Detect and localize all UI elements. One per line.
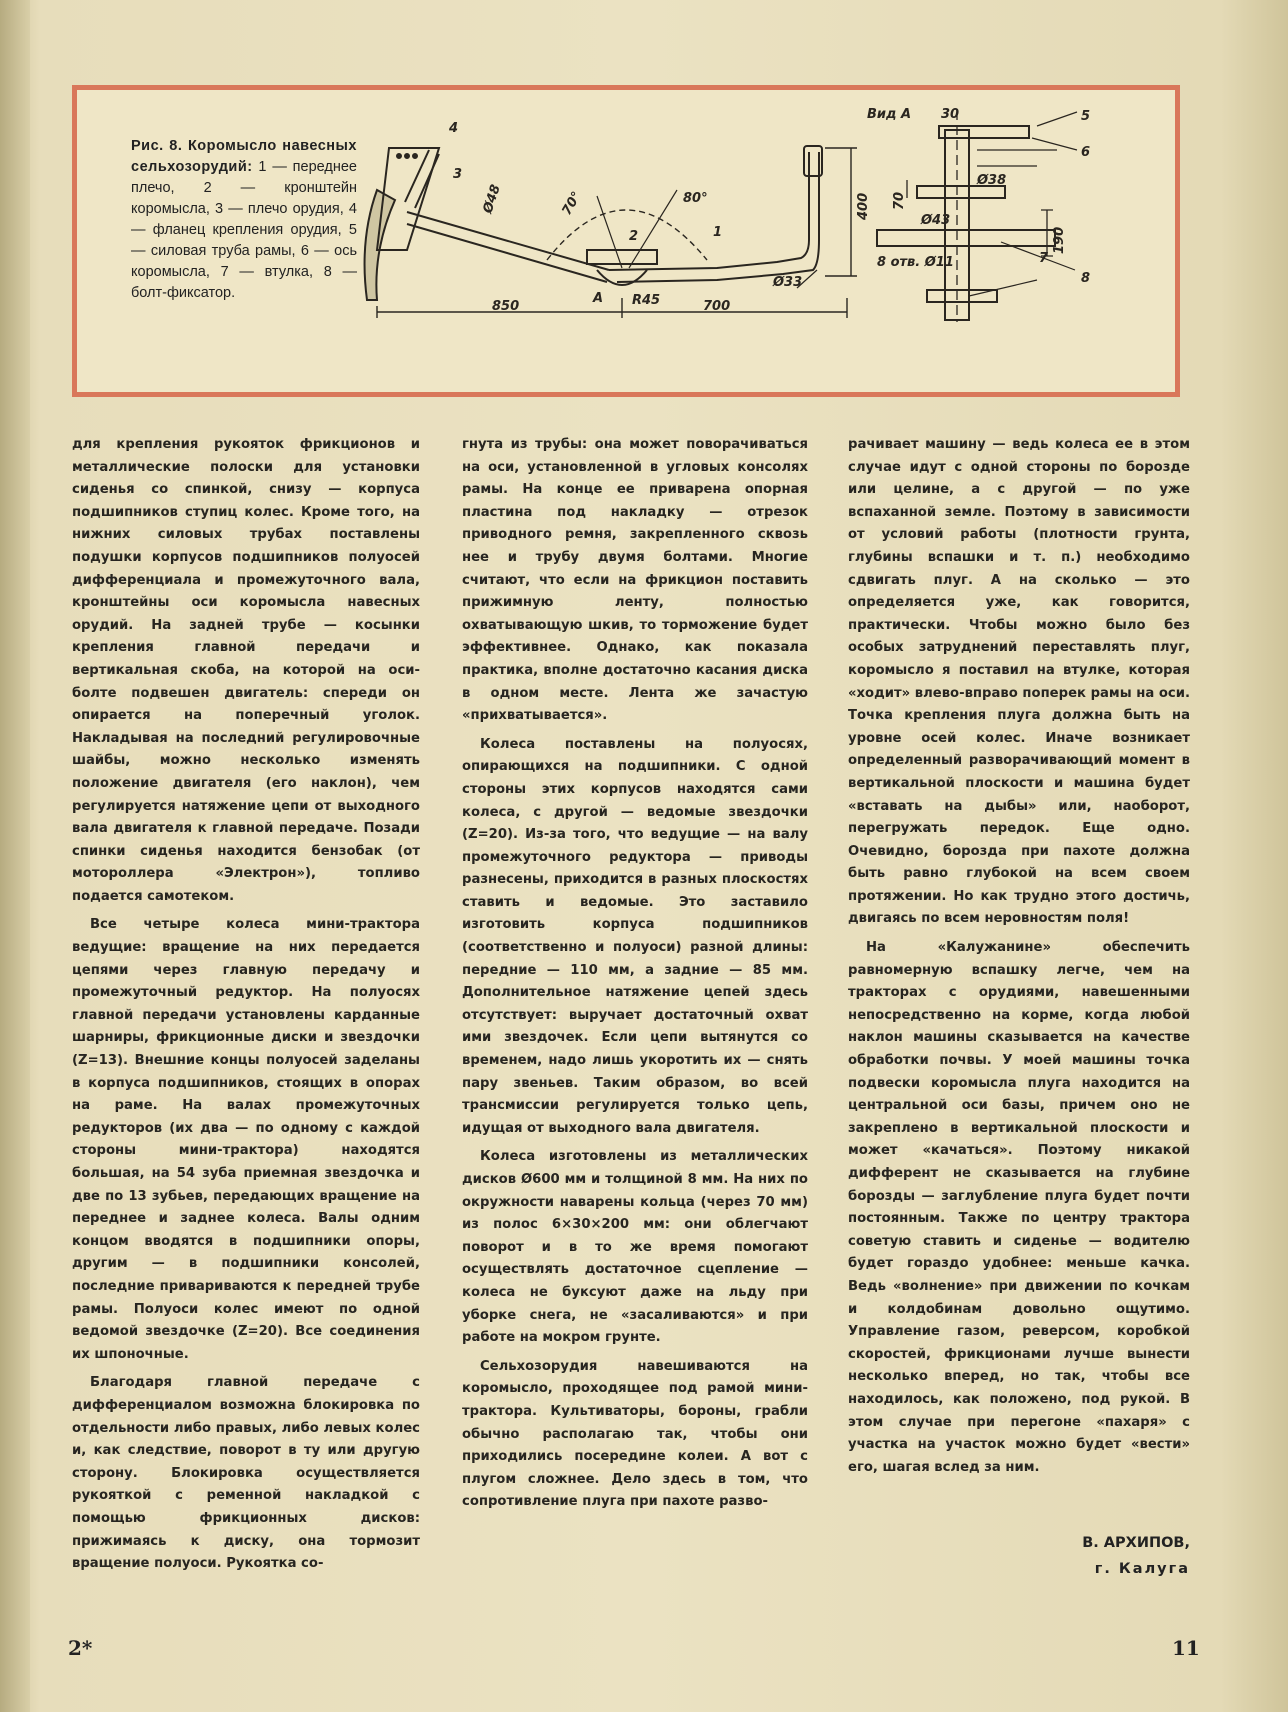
paragraph: Колеса поставлены на полуосях, опирающихся на подшипники. С одной стороны этих корпусов находятся сами колеса, с другой — ведомые звездочки (Z=20). Из-за того, что ведущие — на валу промежуточного редуктора — приводы разнесены, приходится в разных плоскостях ставить и ведомые. Это заставило изготовить корпуса подшипников (соответственно и полуоси) разной длины: передние — 110 мм, а задние — 85 мм. Дополнительное натяжение цепей здесь отсутствует: выручает достаточный охват ими звездочек. Если цепи вытянутся со временем, надо лишь укоротить их — снять пару звеньев. Таким образом, во всей трансмиссии регулируется только цепь, идущая от выходного вала двигателя. [462, 736, 808, 1136]
label-view-a: Вид А [867, 107, 912, 122]
page-number-right: 11 [1172, 1636, 1200, 1660]
label-8: 8 [1081, 271, 1091, 286]
label-h400: 400 [856, 192, 871, 220]
page-number-left: 2* [68, 1636, 93, 1660]
label-7: 7 [1039, 251, 1049, 266]
label-3: 3 [453, 167, 463, 182]
paragraph: гнута из трубы: она может поворачиваться на оси, установленной в угловых консолях рамы. На конце ее приварена опорная пластина под накладку — отрезок приводного ремня, закрепленного сквозь нее и трубу двумя болтами. Многие считают, что если на фрикцион поставить прижимную ленту, полностью охватывающую шкив, то торможение будет эффективнее. Однако, как показала практика, вполне достаточно касания диска в одном месте. Лента же зачастую «прихватывается». [462, 437, 808, 724]
label-4: 4 [449, 121, 459, 136]
paragraph: Благодаря главной передаче с дифференциалом возможна блокировка по отдельности либо правых, либо левых колес и, как следствие, поворот в ту или другую сторону. Блокировка осуществляется рукояткой с ременной накладкой с помощью фрикционных дисков: прижимаясь к диску, она тормозит вращение полуоси. Рукоятка со- [72, 1375, 420, 1572]
binding-edge [0, 0, 30, 1712]
label-w30: 30 [941, 107, 960, 122]
text-column-2 [462, 434, 808, 1514]
figure-frame [72, 85, 1180, 397]
label-d43: Ø43 [921, 213, 951, 228]
paragraph: рачивает машину — ведь колеса ее в этом случае идут с одной стороны по борозде или целине, а с другой — по уже вспаханной земле. Поэтому в зависимости от условий работы (плотности грунта, глубины вспашки и т. п.) необходимо сдвигать плуг. А на сколько — это определяется уже, как говорится, практически. Чтобы можно было без особых затруднений переставлять плуг, коромысло я поставил на втулке, которая «ходит» влево-вправо поперек рамы на оси. Точка крепления плуга должна быть на уровне осей колес. Иначе возникает определенный разворачивающий момент в вертикальной плоскости и машина будет «вставать на дыбы» или, наоборот, перегружать передок. Еще одно. Очевидно, борозда при пахоте должна быть равно глубокой на всем своем протяжении. Но как трудно этого достичь, двигаясь по всем неровностям поля! [848, 437, 1190, 927]
label-h190: 190 [1052, 226, 1067, 254]
paragraph: Сельхозорудия навешиваются на коромысло, проходящее под рамой мини-трактора. Культиваторы, бороны, грабли обычно располагаю так, чтобы они приходились посередине колеи. А вот с плугом сложнее. Дело здесь в том, что сопротивление плуга при пахоте разво- [462, 1358, 808, 1510]
author-city: г. Калуга [1094, 1561, 1190, 1577]
label-a80: 80° [683, 191, 708, 206]
paragraph: для крепления рукояток фрикционов и металлические полоски для установки сиденья со спинкой, снизу — корпуса подшипников ступиц колес. Кроме того, на нижних силовых трубах поставлены подушки корпусов подшипников полуосей дифференциала и промежуточного вала, кронштейны оси коромысла навесных орудий. На задней трубе — косынки крепления главной передачи и вертикальная скоба, на которой на оси-болте подвешен двигатель: спереди он опирается на поперечный уголок. Накладывая на последний регулировочные шайбы, можно несколько изменять положение двигателя (его наклон), чем регулируется натяжение цепи от выходного вала двигателя к главной передаче. Позади спинки сиденья находится бензобак (от мотороллера «Электрон»), топливо подается самотеком. [72, 437, 420, 904]
paragraph: Колеса изготовлены из металлических дисков Ø600 мм и толщиной 8 мм. На них по окружности наварены кольца (через 70 мм) из полос 6×30×200 мм: они облегчают поворот и в то же время помогают осуществлять достаточное сцепление — колеса не буксуют даже на льду при уборке снега, не «засаливаются» и при работе на мокром грунте. [462, 1149, 808, 1346]
author-name: В. АРХИПОВ, [1082, 1535, 1190, 1551]
label-a70: 70° [559, 189, 585, 218]
caption-body: 1 — переднее плечо, 2 — кронштейн коромысла, 3 — плечо орудия, 4 — фланец крепления орудия, 5 — силовая труба рамы, 6 — ось коромысла, 7 — втулка, 8 — болт-фиксатор. [131, 159, 358, 301]
paragraph: Все четыре колеса мини-трактора ведущие: вращение на них передается цепями через главную передачу и промежуточный редуктор. На полуосях главной передачи установлены карданные шарниры, фрикционные диски и звездочки (Z=13). Внешние концы полуосей заделаны в корпуса подшипников, стоящих в опорах на раме. На валах промежуточных редукторов (их два — по одному с каждой стороны мини-трактора) находятся большая, на 54 зуба приемная звездочка и две по 13 зубьев, передающих вращение на переднее и заднее колеса. Валы одним концом вводятся в подшипники опоры, другим — в подшипники консолей, последние привариваются к передней трубе рамы. Полуоси колес имеют по одной ведомой звездочке (Z=20). Все соединения их шпоночные. [72, 917, 420, 1362]
label-1: 1 [713, 225, 723, 240]
label-h70: 70 [892, 191, 907, 210]
label-5: 5 [1081, 109, 1091, 124]
label-d48: Ø48 [480, 182, 504, 216]
drawing-labels [77, 90, 1175, 392]
paragraph: На «Калужанине» обеспечить равномерную вспашку легче, чем на тракторах с орудиями, навешенными непосредственно на корме, когда любой наклон машины сказывается на качестве обработки почвы. У моей машины точка подвески коромысла плуга находится на центральной оси базы, причем оно не закреплено в вертикальной плоскости и может «качаться». Поэтому никакой дифферент не сказывается на глубине борозды — заглубление плуга будет почти постоянным. Также по центру трактора советую ставить и сиденье — водителю будет гораздо удобнее: меньше качка. Ведь «волнение» при движении по кочкам и колдобинам довольно ощутимо. Управление газом, реверсом, коробкой скоростей, фрикционами лучше вынести несколько вперед, но так, чтобы все находилось, как положено, под рукой. В этом случае при перегоне «пахаря» с участка на участок можно будет «вести» его, шагая вслед за ним. [848, 940, 1190, 1475]
author-signature [930, 1530, 1190, 1582]
label-w700: 700 [703, 299, 731, 314]
caption-title: Рис. 8. Коромысло навесных сельхозорудий: [131, 138, 357, 175]
label-r45: R45 [632, 293, 661, 308]
label-d33: Ø33 [773, 275, 803, 290]
label-d38: Ø38 [977, 173, 1007, 188]
text-column-3 [848, 434, 1190, 1479]
text-column-1 [72, 434, 420, 1576]
label-6: 6 [1081, 145, 1091, 160]
label-a-mark: A [593, 291, 604, 306]
label-2: 2 [629, 229, 639, 244]
label-holes: 8 отв. Ø11 [877, 255, 954, 270]
label-w850: 850 [492, 299, 520, 314]
